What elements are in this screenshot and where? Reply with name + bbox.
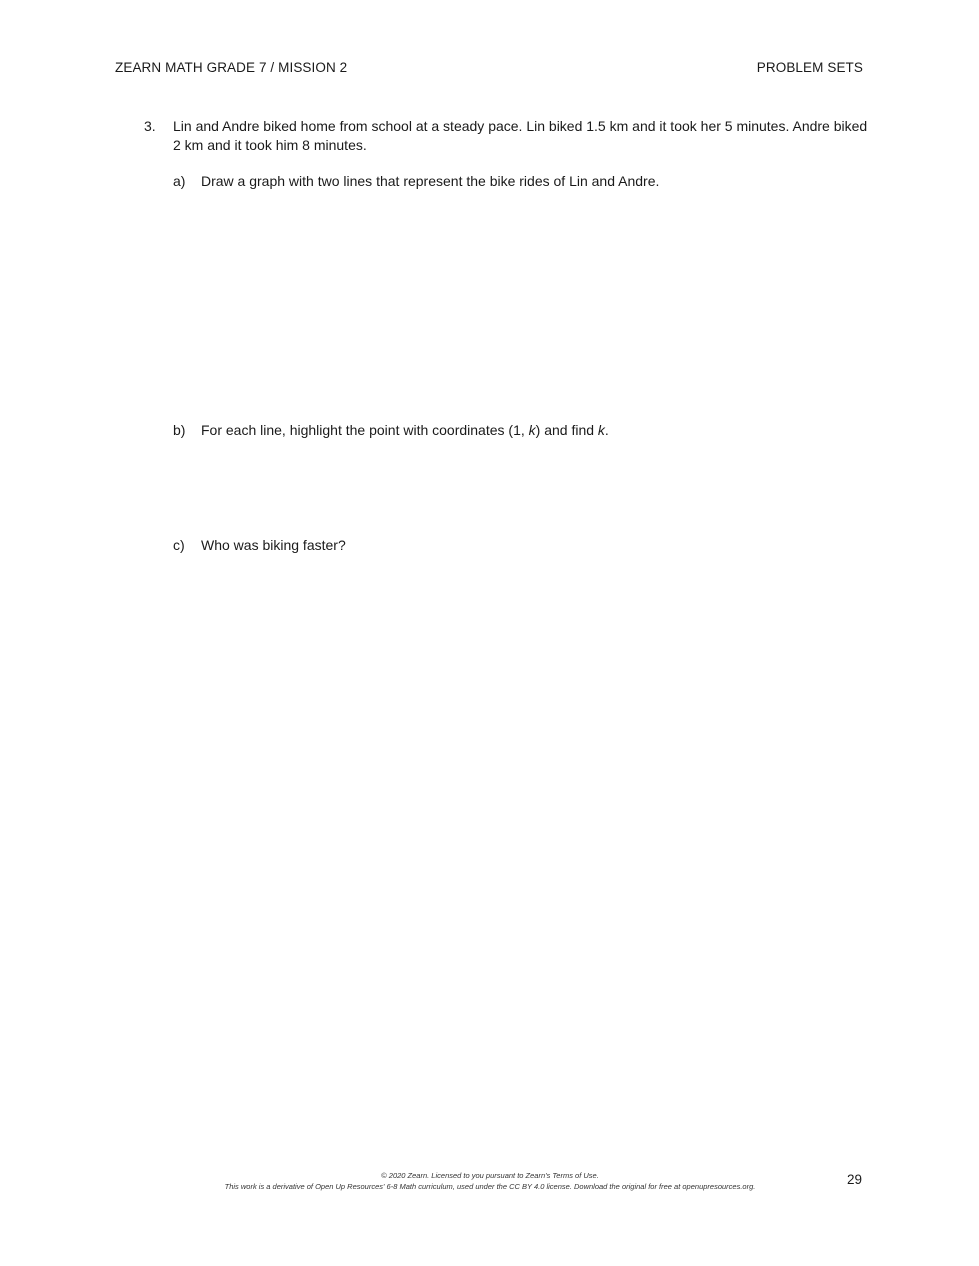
part-b-answer-space[interactable] [173,448,863,528]
part-a-letter: a) [173,173,186,189]
header-section-title: PROBLEM SETS [756,60,863,75]
part-b-text-middle: ) and find [535,422,598,438]
part-c-answer-space[interactable] [173,565,863,1145]
part-b-letter: b) [173,422,186,438]
part-c-letter: c) [173,537,185,553]
part-b-text-before: For each line, highlight the point with coordinates (1, [201,422,529,438]
header-course-title: ZEARN MATH GRADE 7 / MISSION 2 [115,60,348,75]
part-b-text [201,421,609,440]
part-b-variable-k-2: k [597,422,605,438]
problem-text: Lin and Andre biked home from school at a steady pace. Lin biked 1.5 km and it took her 5 minutes. Andre biked 2 km and it took him 8 minutes. [173,118,868,153]
part-a-answer-space[interactable] [173,200,863,410]
problem-number: 3. [144,118,156,134]
footer-license [150,1170,830,1192]
part-a-text: Draw a graph with two lines that represent the bike rides of Lin and Andre. [201,173,660,189]
part-b-text-after: . [604,422,609,438]
page-number: 29 [847,1172,863,1187]
footer-attribution: This work is a derivative of Open Up Resources' 6-8 Math curriculum, used under the CC BY 4.0 license. Download the original for free at openupresources.org. [224,1182,756,1191]
footer-copyright: © 2020 Zearn. Licensed to you pursuant to Zearn's Terms of Use. [381,1171,599,1180]
part-b-variable-k-1: k [528,422,536,438]
part-c-text: Who was biking faster? [201,537,346,553]
